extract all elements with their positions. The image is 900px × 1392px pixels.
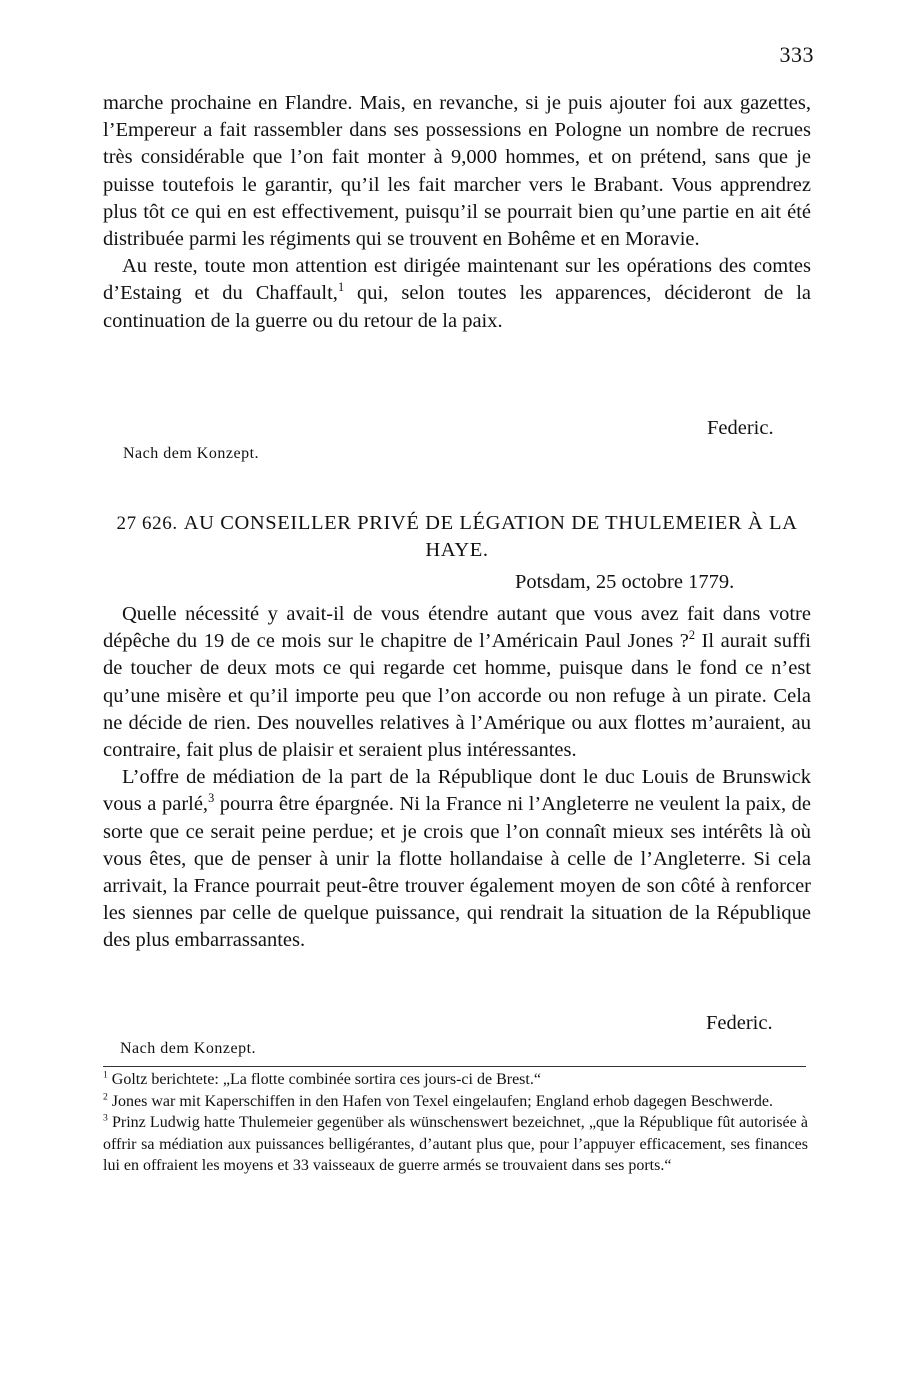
footnote-ref-2: 2 <box>688 628 695 643</box>
letter-2-signature: Federic. <box>706 1012 773 1034</box>
footnote-text: Prinz Ludwig hatte Thulemeier gegenüber als wünschenswert bezeichnet, „que la République fût autorisée à offrir sa médiation aux puissances belligérantes, d’autant plus que, pour l’appuyer efficacement, ses finances lui en offraient les moyens et 33 vaisseaux de guerre armés se trouvaient dans ses ports.“ <box>103 1114 808 1175</box>
page-number: 333 <box>779 42 814 67</box>
letter-1-body <box>103 90 811 335</box>
letter-1-paragraph-2-text-b: qui, selon toutes les apparences, décideront de la continuation de la guerre ou du retour de la paix. <box>103 282 811 332</box>
letter-2-dateline: Potsdam, 25 octobre 1779. <box>515 571 735 593</box>
letter-2-paragraph-2 <box>103 764 811 954</box>
letter-1-signature: Federic. <box>707 417 774 439</box>
footnote-mark: 2 <box>103 1091 108 1103</box>
footnote-ref-3: 3 <box>208 791 215 806</box>
footnote-rule <box>103 1066 806 1067</box>
letter-2-source-note: Nach dem Konzept. <box>120 1040 257 1057</box>
footnote-text: Jones war mit Kaperschiffen in den Hafen von Texel eingelaufen; England erhob dagegen Beschwerde. <box>107 1092 773 1110</box>
footnote-mark: 3 <box>103 1112 108 1124</box>
footnote-2 <box>103 1091 808 1113</box>
letter-2-paragraph-1-text-b: Il aurait suffi de toucher de deux mots ce qui regarde cet homme, puisque dans le fond ce n’est qu’une misère et qu’il importe peu que l’on accorde ou non refuge à un pirate. Cela ne décide de rien. Des nouvelles relatives à l’Amérique ou aux flottes m’auraient, au contraire, fait plus de plaisir et seraient plus intéressantes. <box>103 630 811 762</box>
letter-2-heading <box>103 510 811 564</box>
footnote-1 <box>103 1069 808 1091</box>
letter-1-paragraph-1: marche prochaine en Flandre. Mais, en revanche, si je puis ajouter foi aux gazettes, l’Empereur a fait rassembler dans ses possessions en Pologne un nombre de recrues très considérable que l’on fait monter à 9,000 hommes, et on prétend, sans que je puisse toutefois le garantir, qu’il les fait marcher vers le Brabant. Vous apprendrez plus tôt ce qui en est effectivement, puisqu’il se pourrait bien qu’une partie en ait été distribuée parmi les régiments qui se trouvent en Bohême et en Moravie. <box>103 92 811 251</box>
letter-2-paragraph-2-text-b: pourra être épargnée. Ni la France ni l’Angleterre ne veulent la paix, de sorte que ce serait peine perdue; et je crois que l’on connaît mieux ses intérêts là où vous êtes, que de penser à unir la flotte hollandaise à celle de l’Angleterre. Si cela arrivait, la France pourrait peut-être trouver également moyen de son côté à renforcer les siennes par celle de quelque puissance, qui rendrait la situation de la République des plus embarrassantes. <box>103 793 811 952</box>
letter-2-paragraph-1-text-a: Quelle nécessité y avait-il de vous étendre autant que vous avez fait dans votre dépêche du 19 de ce mois sur le chapitre de l’Américain Paul Jones ? <box>103 603 811 653</box>
footnote-mark: 1 <box>103 1069 108 1081</box>
letter-number: 27 626. <box>116 513 178 534</box>
letter-1-paragraph-2 <box>103 253 811 335</box>
letter-1-source-note: Nach dem Konzept. <box>123 445 260 462</box>
letter-1-paragraph-2-text-a: Au reste, toute mon attention est dirigée maintenant sur les opérations des comtes d’Estaing et du Chaffault, <box>103 255 811 305</box>
footnote-3 <box>103 1112 808 1177</box>
footnote-ref-1: 1 <box>337 280 345 295</box>
footnote-text: Goltz berichtete: „La flotte combinée sortira ces jours-ci de Brest.“ <box>107 1071 541 1088</box>
letter-2-body <box>103 601 811 955</box>
footnotes <box>103 1069 808 1177</box>
letter-2-paragraph-2-text-a: L’offre de médiation de la part de la République dont le duc Louis de Brunswick vous a parlé, <box>103 766 811 816</box>
letter-2-title: AU CONSEILLER PRIVÉ DE LÉGATION DE THULEMEIER À LA HAYE. <box>183 512 798 561</box>
letter-2-paragraph-1 <box>103 601 811 764</box>
